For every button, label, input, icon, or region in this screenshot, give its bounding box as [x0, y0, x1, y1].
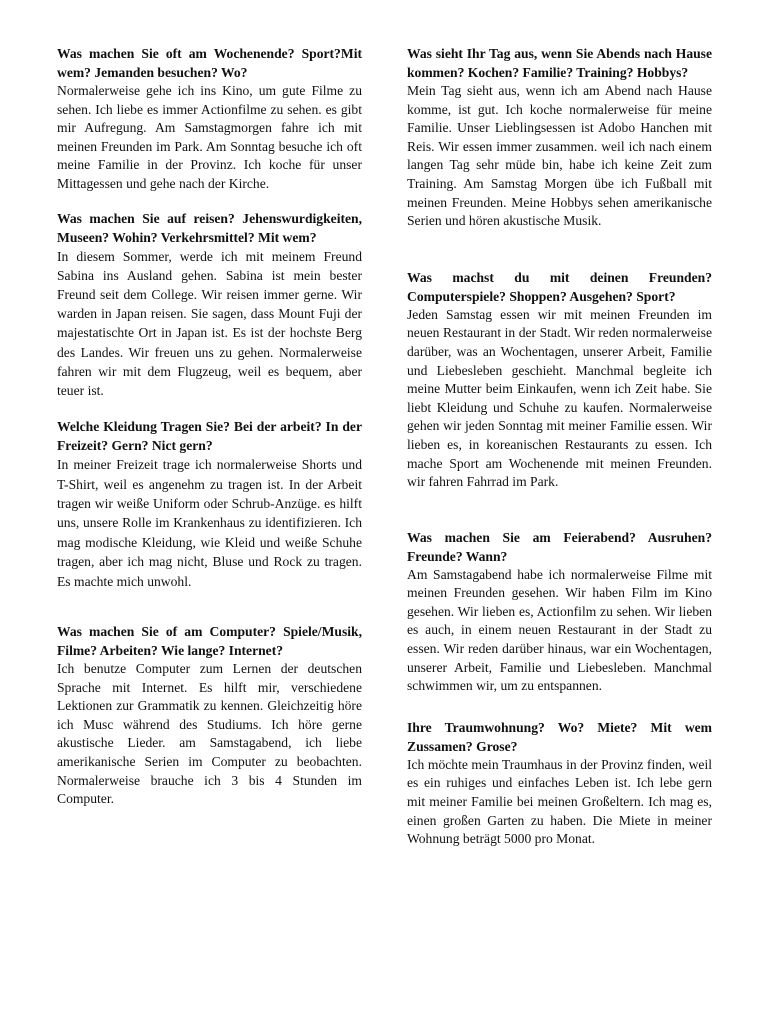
answer-paragraph: Ich möchte mein Traumhaus in der Provinz finden, weil es ein ruhiges und einfaches Leben ist. Ich lebe gern mit meiner Familie bei meinen Großeltern. Ich mag es, einen großen Garten zu haben. Die Miete in meiner Wohnung beträgt 5000 pro Monat. — [407, 756, 712, 847]
answer-paragraph: Am Samstagabend habe ich normalerweise Filme mit meinen Freunden gesehen. Wir haben Film im Kino gesehen. Wir lieben es, Actionfilm zu sehen. Wir lieben es auch, in einem neuen Restaurant in der Stadt zu essen. Wir reden darüber hinaus, war ein Wochentagen, unserer Arbeit, Familie und Liebesleben. Manchmal schwimmen wir, um zu entspannen. — [407, 566, 712, 694]
section-after-work — [407, 528, 712, 696]
section-weekend — [57, 44, 362, 194]
section-evening — [407, 44, 712, 231]
answer-paragraph: In diesem Sommer, werde ich mit meinem Freund Sabina ins Ausland gehen. Sabina ist mein bester Freund seit dem College. Wir reisen immer gerne. Wir warden in Japan reisen. Sie sagen, dass Mount Fuji der majestatischte Ort in Japan ist. Es ist der hochste Berg des Landes. Wir freuen uns zu gehen. Normalerweise fahren wir mit dem Flugzeug, weil es bequem, aber teuer ist. — [57, 248, 362, 398]
answer-paragraph: Normalerweise gehe ich ins Kino, um gute Filme zu sehen. Ich liebe es immer Actionfilme zu sehen. es gibt mir Aufregung. Am Samstagmorgen fahre ich mit meinen Freunden im Park. Am Sonntag besuche ich oft meine Familie in der Provinz. Ich koche für unser Mittagessen und gehe nach der Kirche. — [57, 83, 362, 191]
question-heading: Welche Kleidung Tragen Sie? Bei der arbeit? In der Freizeit? Gern? Nict gern? — [57, 419, 362, 454]
left-column — [57, 44, 362, 809]
question-heading: Was machst du mit deinen Freunden? Computerspiele? Shoppen? Ausgehen? Sport? — [407, 269, 712, 304]
question-heading: Was machen Sie auf reisen? Jehenswurdigkeiten, Museen? Wohin? Verkehrsmittel? Mit wem? — [57, 210, 362, 245]
question-heading: Was sieht Ihr Tag aus, wenn Sie Abends nach Hause kommen? Kochen? Familie? Training? Hobbys? — [407, 46, 712, 80]
section-travel — [57, 209, 362, 401]
question-heading: Was machen Sie of am Computer? Spiele/Musik, Filme? Arbeiten? Wie lange? Internet? — [57, 624, 362, 659]
answer-paragraph: Mein Tag sieht aus, wenn ich am Abend nach Hause komme, ist gut. Ich koche normalerweise für meine Familie. Unser Lieblingsessen ist Adobo Hanchen mit Reis. Wir essen immer zusammen. weil ich nach einem langen Tag sehr müde bin, habe ich keine Zeit zum Training. Am Samstag Morgen übe ich Fußball mit meinen Freunden. Meine Hobbys sehen amerikanische Serien und hören akustische Musik. — [407, 83, 712, 229]
section-dream-home — [407, 718, 712, 849]
section-computer — [57, 622, 362, 809]
question-heading: Was machen Sie am Feierabend? Ausruhen?Freunde? Wann? — [407, 529, 712, 564]
section-friends — [407, 268, 712, 492]
right-column — [407, 44, 712, 849]
question-heading: Ihre Traumwohnung? Wo? Miete? Mit wem Zussamen? Grose? — [407, 719, 712, 754]
answer-paragraph: Jeden Samstag essen wir mit meinen Freunden im neuen Restaurant in der Stadt. Wir reden normalerweise darüber, was an Wochentagen, unserer Arbeit, Familie und Liebesleben geschieht. Manchmal begleite ich meine Mutter beim Einkaufen, wenn ich Zeit habe. Sie liebt Kleidung und Schuhe zu kaufen. Normalerweise gehen wir jeden Sonntag mit meiner Familie essen. Wir lieben es, in koreanischen Restaurants zu essen. Ich mache Sport am Wochenende mit meinen Freunden. wir fahren Fahrrad im Park. — [407, 306, 712, 490]
section-clothing — [57, 417, 362, 591]
answer-paragraph: In meiner Freizeit trage ich normalerweise Shorts und T-Shirt, weil es angenehm zu tragen ist. In der Arbeit tragen wir weiße Uniform oder Schrub-Anzüge. es hilft uns, unsere Rolle im Krankenhaus zu identifizieren. Ich mag modische Kleidung, wie Kleid und weiße Schuhe tragen, aber ich mag nicht, Bluse und Rock zu tragen. Es machte mich unwohl. — [57, 457, 362, 589]
question-heading: Was machen Sie oft am Wochenende? Sport?Mit wem? Jemanden besuchen? Wo? — [57, 46, 362, 80]
answer-paragraph: Ich benutze Computer zum Lernen der deutschen Sprache mit Internet. Es hilft mir, verschiedene Lektionen zur Grammatik zu kennen. Gleichzeitig höre ich Musc während des Studiums. Ich höre gerne akustische Lieder. am Samstagabend, ich liebe amerikanische Serien im Computer zu beobachten. Normalerweise brauche ich 3 bis 4 Stunden im Computer. — [57, 661, 362, 807]
